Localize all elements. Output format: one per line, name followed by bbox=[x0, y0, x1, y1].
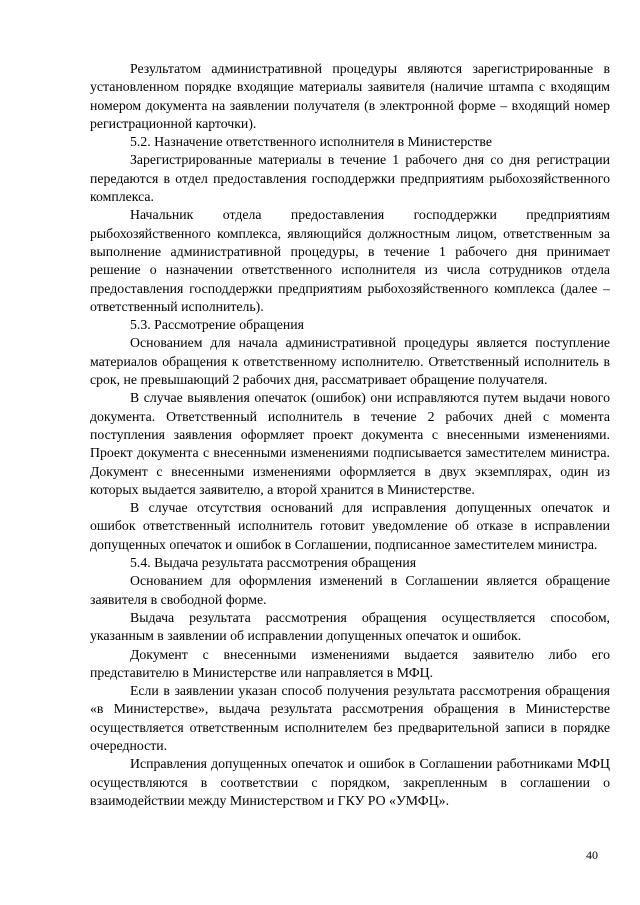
paragraph: Результатом административной процедуры являются зарегистрированные в установленном порядке входящие материалы заявителя (наличие штампа с входящим номером документа на заявлении получателя (в электронной форме – входящий номер регистрационной карточки). bbox=[90, 61, 610, 131]
section-heading: 5.4. Выдача результата рассмотрения обращения bbox=[130, 555, 417, 571]
paragraph: Основанием для оформления изменений в Соглашении является обращение заявителя в свободной форме. bbox=[90, 573, 610, 607]
paragraph: Если в заявлении указан способ получения результата рассмотрения обращения «в Министерстве», выдача результата рассмотрения обращения в Министерстве осуществляется ответственным исполнителем без предварительной записи в порядке очередности. bbox=[90, 683, 610, 753]
paragraph: Зарегистрированные материалы в течение 1 рабочего дня со дня регистрации передаются в отдел предоставления господдержки предприятиям рыбохозяйственного комплекса. bbox=[90, 152, 610, 205]
paragraph: Начальник отдела предоставления господдержки предприятиям рыбохозяйственного комплекса, являющийся должностным лицом, ответственным за выполнение административной процедуры, в течение 1 рабочего дня принимает решение о назначении ответственного исполнителя из числа сотрудников отдела предоставления господдержки предприятиям рыбохозяйственного комплекса (далее – ответственный исполнитель). bbox=[90, 207, 610, 314]
paragraph: Исправления допущенных опечаток и ошибок в Соглашении работниками МФЦ осуществляются в соответствии с порядком, закрепленным в соглашении о взаимодействии между Министерством и ГКУ РО «УМФЦ». bbox=[90, 756, 610, 808]
document-body bbox=[90, 60, 610, 810]
paragraph: В случае отсутствия оснований для исправления допущенных опечаток и ошибок ответственный исполнитель готовит уведомление об отказе в исправлении допущенных опечаток и ошибок в Соглашении, подписанное заместителем министра. bbox=[90, 500, 610, 552]
paragraph: Документ с внесенными изменениями выдается заявителю либо его представителю в Министерстве или направляется в МФЦ. bbox=[90, 646, 610, 680]
page-number: 40 bbox=[586, 848, 598, 862]
section-heading: 5.2. Назначение ответственного исполнителя в Министерстве bbox=[130, 134, 492, 150]
paragraph: Основанием для начала административной процедуры является поступление материалов обращения к ответственному исполнителю. Ответственный исполнитель в срок, не превышающий 2 рабочих дня, рассматривает обращение получателя. bbox=[90, 335, 610, 388]
paragraph: Выдача результата рассмотрения обращения осуществляется способом, указанным в заявлении об исправлении допущенных опечаток и ошибок. bbox=[90, 609, 610, 644]
section-heading: 5.3. Рассмотрение обращения bbox=[130, 317, 304, 333]
paragraph: В случае выявления опечаток (ошибок) они исправляются путем выдачи нового документа. Ответственный исполнитель в течение 2 рабочих дней с момента поступления заявления оформляет проект документа с внесенными изменениями. Проект документа с внесенными изменениями подписывается заместителем министра. Документ с внесенными изменениями оформляется в двух экземплярах, один из которых выдается заявителю, а второй хранится в Министерстве. bbox=[90, 390, 610, 497]
